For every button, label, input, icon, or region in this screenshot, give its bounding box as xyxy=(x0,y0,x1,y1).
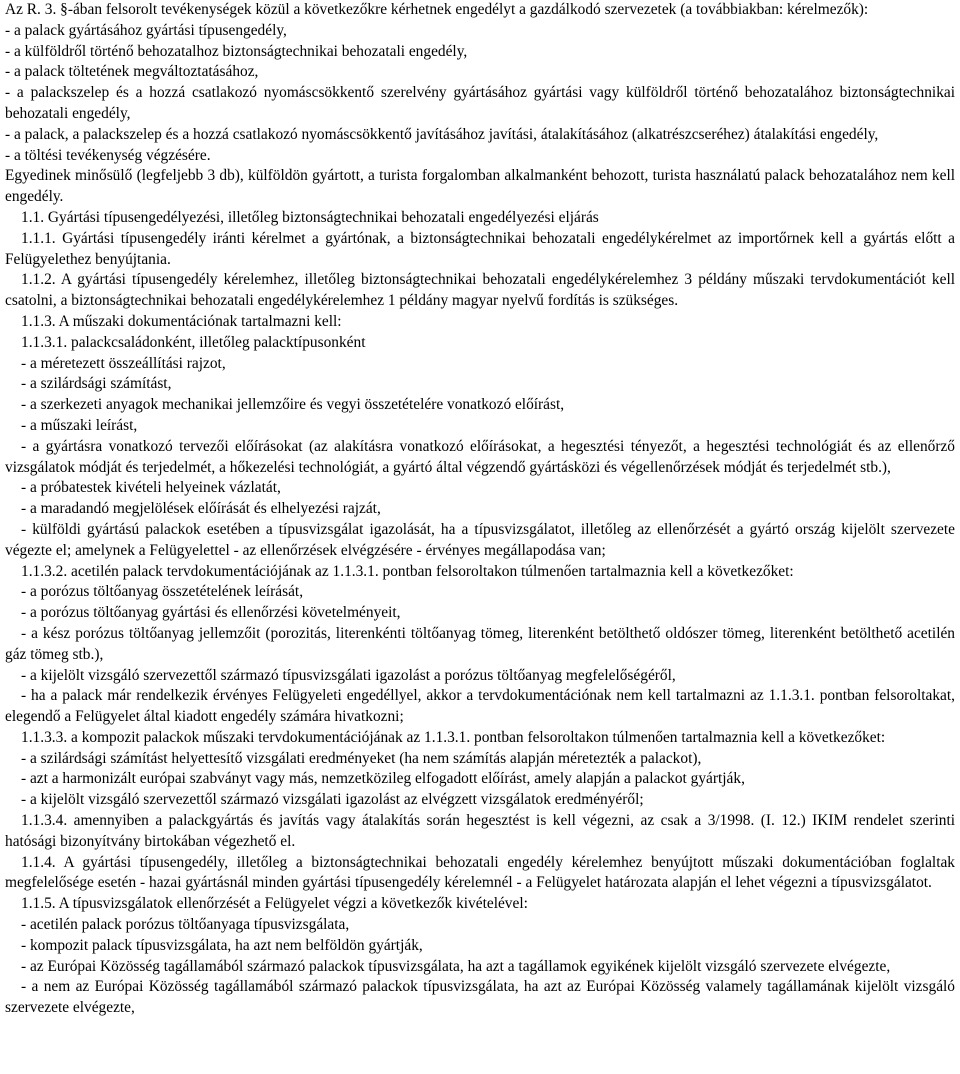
paragraph: 1.1.5. A típusvizsgálatok ellenőrzését a Felügyelet végzi a következők kivételével: xyxy=(21,895,528,913)
paragraph: 1.1.3.3. a kompozit palackok műszaki tervdokumentációjának az 1.1.3.1. pontban felsoroltakon túlmenően tartalmaznia kell a következőket: xyxy=(21,728,886,746)
paragraph: - azt a harmonizált európai szabványt vagy más, nemzetközileg elfogadott előírást, amely alapján a palackot gyártják, xyxy=(21,770,745,788)
paragraph: - kompozit palack típusvizsgálata, ha azt nem belföldön gyártják, xyxy=(21,936,423,954)
paragraph: - a nem az Európai Közösség tagállamából származó palackok típusvizsgálata, ha azt az Európai Közösség valamely tagállamának kijelölt vizsgáló szervezete elvégezte, xyxy=(5,978,955,1017)
paragraph: - a szilárdsági számítást, xyxy=(21,375,172,393)
paragraph: - a porózus töltőanyag gyártási és ellenőrzési követelményeit, xyxy=(21,604,401,622)
paragraph: - a palack töltetének megváltoztatásához, xyxy=(5,63,259,81)
paragraph: Egyedinek minősülő (legfeljebb 3 db), külföldön gyártott, a turista forgalomban alkalmanként behozott, turista használatú palack behozatalához nem kell engedély. xyxy=(5,167,955,206)
paragraph: - a palackszelep és a hozzá csatlakozó nyomáscsökkentő szerelvény gyártásához gyártási vagy külföldről történő behozatalához biztonságtechnikai behozatali engedély, xyxy=(5,84,955,122)
paragraph: - a töltési tevékenység végzésére. xyxy=(5,146,211,164)
paragraph: - a palack gyártásához gyártási típusengedély, xyxy=(5,21,287,39)
paragraph: - a porózus töltőanyag összetételének leírását, xyxy=(21,583,304,601)
paragraph: - a gyártásra vonatkozó tervezői előírásokat (az alakításra vonatkozó előírásokat, a hegesztési tényezőt, a hegesztési technológiát és az ellenőrző vizsgálatok módját és terjedelmét, a hőkezelési technológiát, a gyártó által végzendő gyártásközi és végellenőrzések módját és terjedelmét stb.), xyxy=(5,437,955,476)
paragraph: - a műszaki leírást, xyxy=(21,416,138,434)
paragraph: - a szilárdsági számítást helyettesítő vizsgálati eredményeket (ha nem számítás alapján méretezték a palackot), xyxy=(21,749,702,767)
paragraph: - külföldi gyártású palackok esetében a típusvizsgálat igazolását, ha a típusvizsgálatot, illetőleg az ellenőrzését a gyártó ország kijelölt szervezete végezte el; amelynek a Felügyelettel - az ellenőrzések elvégzésére - érvényes megállapodása van; xyxy=(5,520,955,559)
paragraph: - a kijelölt vizsgáló szervezettől származó vizsgálati igazolást az elvégzett vizsgálatok eredményéről; xyxy=(21,791,644,809)
paragraph: - a külföldről történő behozatalhoz biztonságtechnikai behozatali engedély, xyxy=(5,42,468,60)
paragraph: - a palack, a palackszelep és a hozzá csatlakozó nyomáscsökkentő javításához javítási, átalakításához (alkatrészcseréhez) átalakítási engedély, xyxy=(5,125,879,143)
paragraph: 1.1.3.2. acetilén palack tervdokumentációjának az 1.1.3.1. pontban felsoroltakon túlmenően tartalmaznia kell a következőket: xyxy=(21,562,794,580)
paragraph: - az Európai Közösség tagállamából származó palackok típusvizsgálata, ha azt a tagállamok egyikének kijelölt vizsgáló szervezete elvégezte, xyxy=(21,957,891,975)
paragraph: 1.1.3.1. palackcsaládonként, illetőleg palacktípusonként xyxy=(21,333,366,351)
paragraph: - a méretezett összeállítási rajzot, xyxy=(21,354,226,372)
paragraph: 1.1.3.4. amennyiben a palackgyártás és javítás vagy átalakítás során hegesztést is kell végezni, az csak a 3/1998. (I. 12.) IKIM rendelet szerinti hatósági bizonyítvány birtokában végezhető el. xyxy=(5,812,955,850)
paragraph: - ha a palack már rendelkezik érvényes Felügyeleti engedéllyel, akkor a tervdokumentációnak nem kell tartalmazni az 1.1.3.1. pontban felsoroltakat, elegendő a Felügyelet által kiadott engedély számára hivatkozni; xyxy=(5,687,955,726)
paragraph: 1.1.2. A gyártási típusengedély kérelemhez, illetőleg biztonságtechnikai behozatali engedélykérelemhez 3 példány műszaki tervdokumentációt kell csatolni, a biztonságtechnikai behozatali engedélykérelemhez 1 példány magyar nyelvű fordítás is szükséges. xyxy=(5,271,955,310)
paragraph: Az R. 3. §-ában felsorolt tevékenységek közül a következőkre kérhetnek engedélyt a gazdálkodó szervezetek (a továbbiakban: kérelmezők): xyxy=(5,1,869,18)
paragraph: 1.1.4. A gyártási típusengedély, illetőleg a biztonságtechnikai behozatali engedély kérelemhez benyújtott műszaki dokumentációban foglaltak megfelelősége esetén - hazai gyártásnál minden gyártási típusengedély kérelemnél - a Felügyelet határozata alapján el lehet végezni a típusvizsgálatot. xyxy=(5,853,955,892)
paragraph: - a kész porózus töltőanyag jellemzőit (porozitás, literenkénti töltőanyag tömeg, literenként betölthető oldószer tömeg, literenként betölthető acetilén gáz tömeg stb.), xyxy=(5,624,955,663)
paragraph: - acetilén palack porózus töltőanyaga típusvizsgálata, xyxy=(21,916,350,934)
paragraph: 1.1.1. Gyártási típusengedély iránti kérelmet a gyártónak, a biztonságtechnikai behozatali engedélykérelmet az importőrnek kell a gyártás előtt a Felügyelethez benyújtania. xyxy=(5,229,955,268)
paragraph: 1.1. Gyártási típusengedélyezési, illetőleg biztonságtechnikai behozatali engedélyezési eljárás xyxy=(21,208,599,226)
paragraph: - a maradandó megjelölések előírását és elhelyezési rajzát, xyxy=(21,500,381,518)
paragraph: - a kijelölt vizsgáló szervezettől származó típusvizsgálati igazolást a porózus töltőanyag megfelelőségéről, xyxy=(21,666,676,684)
paragraph: - a szerkezeti anyagok mechanikai jellemzőire és vegyi összetételére vonatkozó előírást, xyxy=(21,396,565,414)
paragraph: - a próbatestek kivételi helyeinek vázlatát, xyxy=(21,479,281,497)
paragraph: 1.1.3. A műszaki dokumentációnak tartalmazni kell: xyxy=(21,312,342,330)
